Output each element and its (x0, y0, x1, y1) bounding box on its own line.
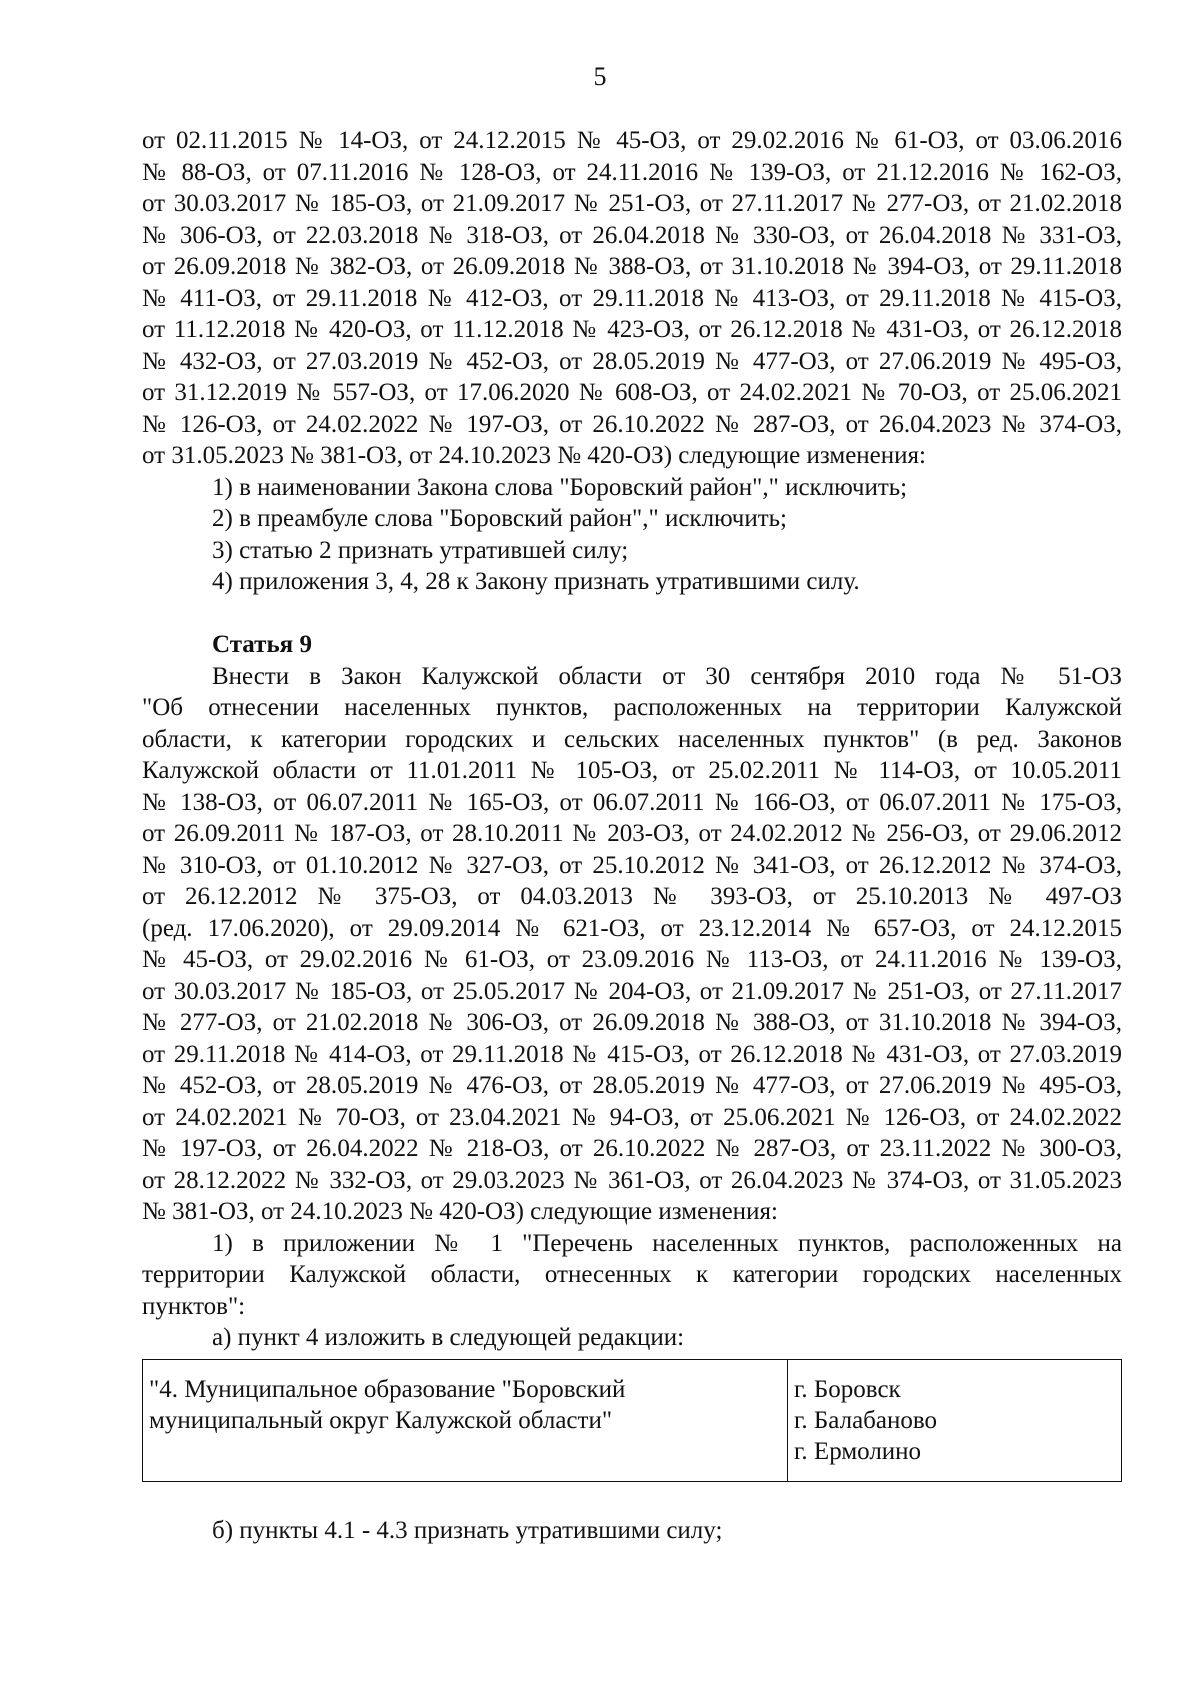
text-line: № 126-ОЗ, от 24.02.2022 № 197-ОЗ, от 26.10.2022 № 287-ОЗ, от 26.04.2023 № 374-ОЗ, (142, 410, 1122, 438)
text-line: № 138-ОЗ, от 06.07.2011 № 165-ОЗ, от 06.07.2011 № 166-ОЗ, от 06.07.2011 № 175-ОЗ, (142, 788, 1122, 816)
subitem-b: б) пункты 4.1 - 4.3 признать утратившими силу; (212, 1517, 723, 1544)
town-name: г. Балабаново (794, 1407, 938, 1434)
text-line: от 11.12.2018 № 420-ОЗ, от 11.12.2018 № 423-ОЗ, от 26.12.2018 № 431-ОЗ, от 26.12.2018 (142, 316, 1122, 343)
text-line: № 306-ОЗ, от 22.03.2018 № 318-ОЗ, от 26.04.2018 № 330-ОЗ, от 26.04.2018 № 331-ОЗ, (142, 221, 1122, 249)
subitem-a: а) пункт 4 изложить в следующей редакции: (212, 1324, 685, 1351)
text-line: от 29.11.2018 № 414-ОЗ, от 29.11.2018 № 415-ОЗ, от 26.12.2018 № 431-ОЗ, от 27.03.2019 (142, 1040, 1122, 1068)
article-heading: Статья 9 (212, 631, 312, 658)
text-line: от 30.03.2017 № 185-ОЗ, от 25.05.2017 № 204-ОЗ, от 21.09.2017 № 251-ОЗ, от 27.11.2017 (142, 977, 1122, 1005)
text-line: от 26.09.2018 № 382-ОЗ, от 26.09.2018 № 388-ОЗ, от 31.10.2018 № 394-ОЗ, от 29.11.2018 (142, 253, 1122, 280)
text-line-first: Внести в Закон Калужской области от 30 сентября 2010 года № 51-ОЗ (212, 662, 1122, 690)
amendment-item-3: 3) статью 2 признать утратившей силу; (212, 536, 629, 564)
subitem-1-line-1: 1) в приложении № 1 "Перечень населенных пунктов, расположенных на (212, 1229, 1122, 1257)
text-line: от 28.12.2022 № 332-ОЗ, от 29.03.2023 № 361-ОЗ, от 26.04.2023 № 374-ОЗ, от 31.05.2023 (142, 1166, 1122, 1194)
text-line: (ред. 17.06.2020), от 29.09.2014 № 621-ОЗ, от 23.12.2014 № 657-ОЗ, от 24.12.2015 (142, 914, 1122, 942)
subitem-1-line-3: пунктов": (142, 1292, 246, 1320)
amendment-item-1: 1) в наименовании Закона слова "Боровский район"," исключить; (212, 473, 908, 501)
text-line: от 31.12.2019 № 557-ОЗ, от 17.06.2020 № 608-ОЗ, от 24.02.2021 № 70-ОЗ, от 25.06.2021 (142, 379, 1122, 406)
text-line: от 30.03.2017 № 185-ОЗ, от 21.09.2017 № 251-ОЗ, от 27.11.2017 № 277-ОЗ, от 21.02.2018 (142, 190, 1122, 217)
text-line: № 45-ОЗ, от 29.02.2016 № 61-ОЗ, от 23.09.2016 № 113-ОЗ, от 24.11.2016 № 139-ОЗ, (142, 946, 1122, 973)
text-line: от 26.12.2012 № 375-ОЗ, от 04.03.2013 № 393-ОЗ, от 25.10.2013 № 497-ОЗ (142, 883, 1122, 910)
paragraph-spacer (142, 598, 1122, 630)
text-line: от 02.11.2015 № 14-ОЗ, от 24.12.2015 № 45-ОЗ, от 29.02.2016 № 61-ОЗ, от 03.06.2016 (142, 127, 1122, 154)
table-row (143, 1360, 1122, 1482)
previous-article-amendments (142, 125, 1122, 598)
document-body (142, 125, 1122, 1354)
text-line: № 88-ОЗ, от 07.11.2016 № 128-ОЗ, от 24.11.2016 № 139-ОЗ, от 21.12.2016 № 162-ОЗ, (142, 158, 1122, 186)
municipality-name-cell (143, 1360, 788, 1482)
text-line: № 310-ОЗ, от 01.10.2012 № 327-ОЗ, от 25.10.2012 № 341-ОЗ, от 26.12.2012 № 374-ОЗ, (142, 851, 1122, 879)
text-line: № 452-ОЗ, от 28.05.2019 № 476-ОЗ, от 28.05.2019 № 477-ОЗ, от 27.06.2019 № 495-ОЗ, (142, 1072, 1122, 1099)
towns-cell (788, 1360, 1122, 1482)
town-name: г. Боровск (794, 1376, 901, 1403)
text-line: № 411-ОЗ, от 29.11.2018 № 412-ОЗ, от 29.11.2018 № 413-ОЗ, от 29.11.2018 № 415-ОЗ, (142, 284, 1122, 312)
text-line: № 197-ОЗ, от 26.04.2022 № 218-ОЗ, от 26.10.2022 № 287-ОЗ, от 23.11.2022 № 300-ОЗ, (142, 1135, 1122, 1162)
text-line-last: № 381-ОЗ, от 24.10.2023 № 420-ОЗ) следующие изменения: (142, 1198, 778, 1225)
municipality-name-line: "4. Муниципальное образование "Боровский (149, 1376, 626, 1403)
text-line: № 277-ОЗ, от 21.02.2018 № 306-ОЗ, от 26.09.2018 № 388-ОЗ, от 31.10.2018 № 394-ОЗ, (142, 1009, 1122, 1036)
municipality-table (142, 1359, 1122, 1482)
article-9 (142, 629, 1122, 1354)
text-line: области, к категории городских и сельских населенных пунктов" (в ред. Законов (142, 725, 1122, 753)
amendment-item-2: 2) в преамбуле слова "Боровский район"," исключить; (212, 505, 787, 532)
municipality-name-line: муниципальный округ Калужской области" (149, 1407, 613, 1434)
page-number: 5 (593, 62, 607, 91)
subitem-1-line-2: территории Калужской области, отнесенных к категории городских населенных (142, 1261, 1122, 1288)
text-line: от 24.02.2021 № 70-ОЗ, от 23.04.2021 № 94-ОЗ, от 25.06.2021 № 126-ОЗ, от 24.02.2022 (142, 1103, 1122, 1131)
text-line: от 26.09.2011 № 187-ОЗ, от 28.10.2011 № 203-ОЗ, от 24.02.2012 № 256-ОЗ, от 29.06.2012 (142, 820, 1122, 847)
text-line: Калужской области от 11.01.2011 № 105-ОЗ, от 25.02.2011 № 114-ОЗ, от 10.05.2011 (142, 757, 1122, 784)
amendment-item-4: 4) приложения 3, 4, 28 к Закону признать утратившими силу. (212, 568, 860, 595)
text-line-last: от 31.05.2023 № 381-ОЗ, от 24.10.2023 № 420-ОЗ) следующие изменения: (142, 442, 926, 469)
town-name: г. Ермолино (794, 1438, 922, 1465)
text-line: № 432-ОЗ, от 27.03.2019 № 452-ОЗ, от 28.05.2019 № 477-ОЗ, от 27.06.2019 № 495-ОЗ, (142, 347, 1122, 375)
text-line: "Об отнесении населенных пунктов, расположенных на территории Калужской (142, 694, 1122, 721)
